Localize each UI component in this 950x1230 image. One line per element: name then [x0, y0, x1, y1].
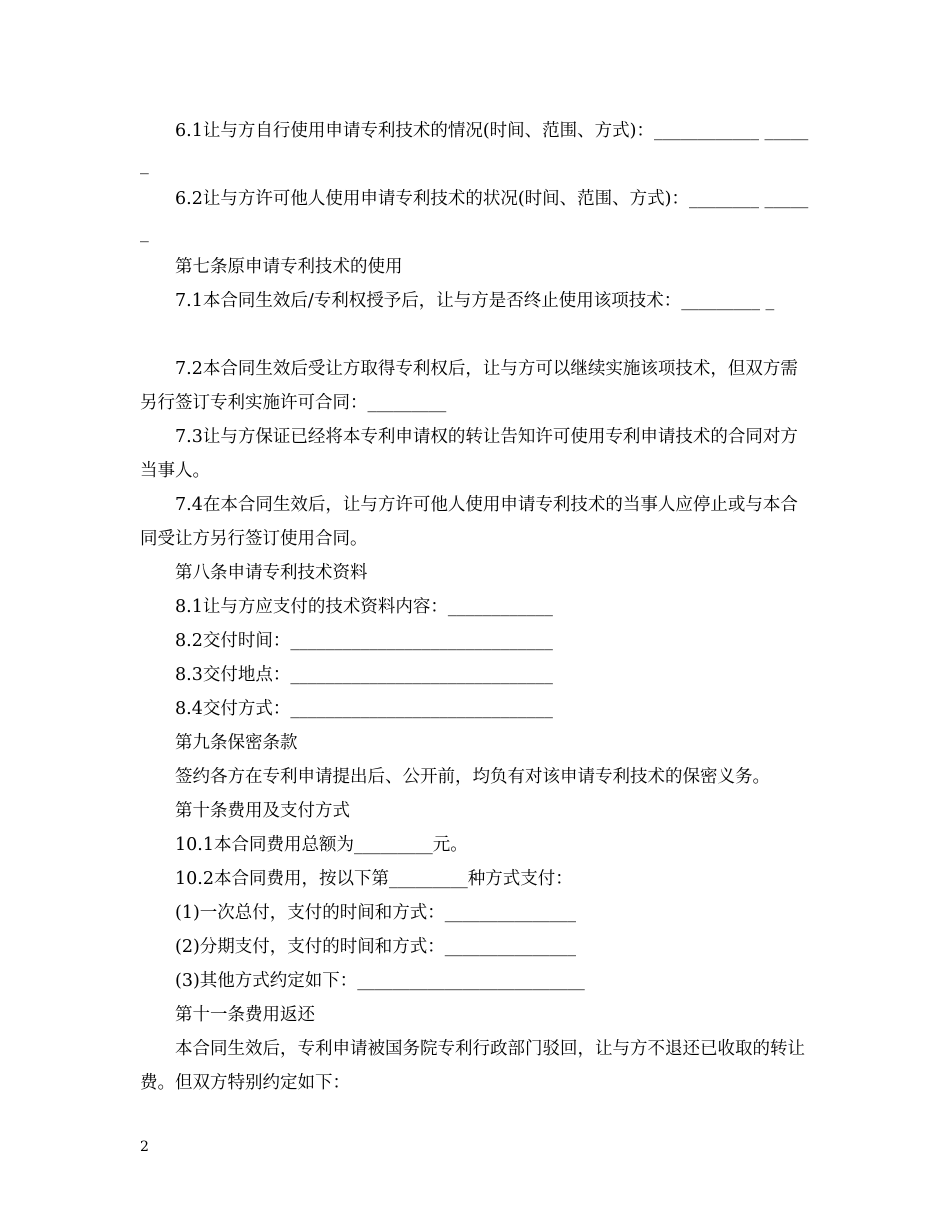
clause-10-2: 10.2本合同费用，按以下第_________种方式支付：: [175, 869, 573, 889]
clause-8-3: 8.3交付地点：______________________________: [175, 665, 553, 685]
article-9-heading: 第九条保密条款: [175, 733, 298, 753]
article-8-heading: 第八条申请专利技术资料: [175, 563, 368, 583]
clause-8-4: 8.4交付方式：______________________________: [175, 699, 553, 719]
clause-6-1: 6.1让与方自行使用申请专利技术的情况(时间、范围、方式)：____________ ______: [140, 121, 809, 175]
clause-10-1: 10.1本合同费用总额为_________元。: [175, 835, 468, 855]
article-9-body: 签约各方在专利申请提出后、公开前，均负有对该申请专利技术的保密义务。: [175, 767, 770, 787]
article-10-heading: 第十条费用及支付方式: [175, 801, 350, 821]
clause-8-1: 8.1让与方应支付的技术资料内容：____________: [175, 597, 553, 617]
clause-8-2: 8.2交付时间：______________________________: [175, 631, 553, 651]
payment-option-2: (2)分期支付，支付的时间和方式：_______________: [175, 937, 577, 957]
article-11-heading: 第十一条费用返还: [175, 1005, 315, 1025]
clause-7-3: 7.3让与方保证已经将本专利申请权的转让告知许可使用专利申请技术的合同对方当事人。: [140, 427, 798, 481]
clause-7-1: 7.1本合同生效后/专利权授予后，让与方是否终止使用该项技术：_________ _: [175, 291, 775, 311]
article-11-body: 本合同生效后，专利申请被国务院专利行政部门驳回，让与方不退还已收取的转让费。但双方特别约定如下：: [140, 1039, 805, 1093]
clause-7-2: 7.2本合同生效后受让方取得专利权后，让与方可以继续实施该项技术，但双方需另行签订专利实施许可合同：_________: [140, 359, 798, 413]
clause-7-4: 7.4在本合同生效后，让与方许可他人使用申请专利技术的当事人应停止或与本合同受让方另行签订使用合同。: [140, 495, 798, 549]
page-number: 2: [140, 1139, 149, 1155]
payment-option-3: (3)其他方式约定如下：__________________________: [175, 971, 585, 991]
clause-6-2: 6.2让与方许可他人使用申请专利技术的状况(时间、范围、方式)：________ ______: [140, 189, 809, 243]
article-7-heading: 第七条原申请专利技术的使用: [175, 257, 403, 277]
payment-option-1: (1)一次总付，支付的时间和方式：_______________: [175, 903, 577, 923]
